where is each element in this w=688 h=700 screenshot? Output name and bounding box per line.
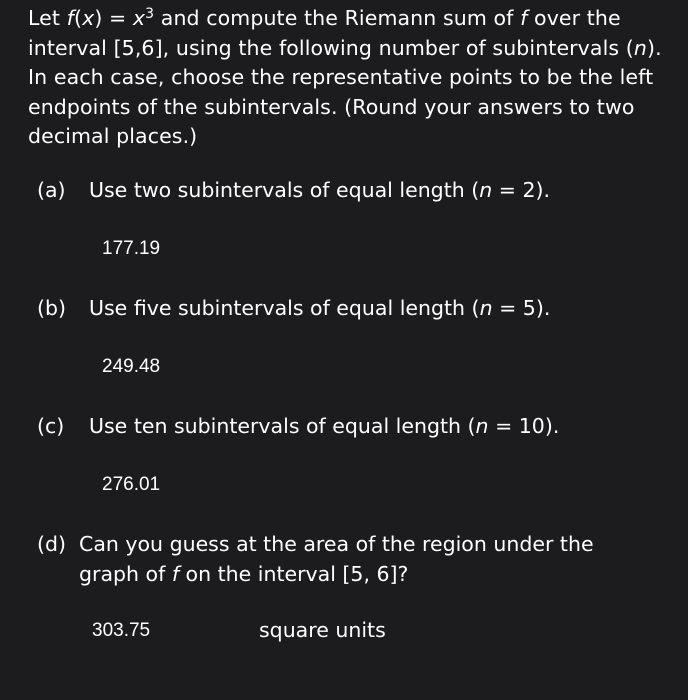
part-a-label: (a) [37, 178, 66, 202]
part-b-question: (b) Use five subintervals of equal length (n = 5). [37, 294, 550, 324]
part-a-question: (a) Use two subintervals of equal length (n = 2). [37, 176, 550, 206]
part-d-answer[interactable]: 303.75 [92, 620, 151, 641]
part-c-answer[interactable]: 276.01 [102, 474, 161, 495]
part-d-question: (d) Can you guess at the area of the region under the graph of f on the interval [5, 6]? [37, 532, 594, 586]
part-b-answer[interactable]: 249.48 [102, 356, 161, 377]
units-label: square units [259, 618, 386, 642]
problem-statement: Let $f(x) = x^3$ and compute the Riemann sum of f over the interval [5,6], using the following number of subintervals (n). In each case, choose the representative points to be the left endpoints of the subintervals. (Round your answers to two decimal places.) [28, 6, 662, 148]
part-d-label: (d) [37, 532, 67, 556]
part-a-answer[interactable]: 177.19 [102, 238, 161, 259]
part-b-label: (b) [37, 296, 67, 320]
part-c-label: (c) [37, 414, 65, 438]
part-c-question: (c) Use ten subintervals of equal length (n = 10). [37, 412, 559, 442]
exponent: 3 [145, 6, 155, 22]
